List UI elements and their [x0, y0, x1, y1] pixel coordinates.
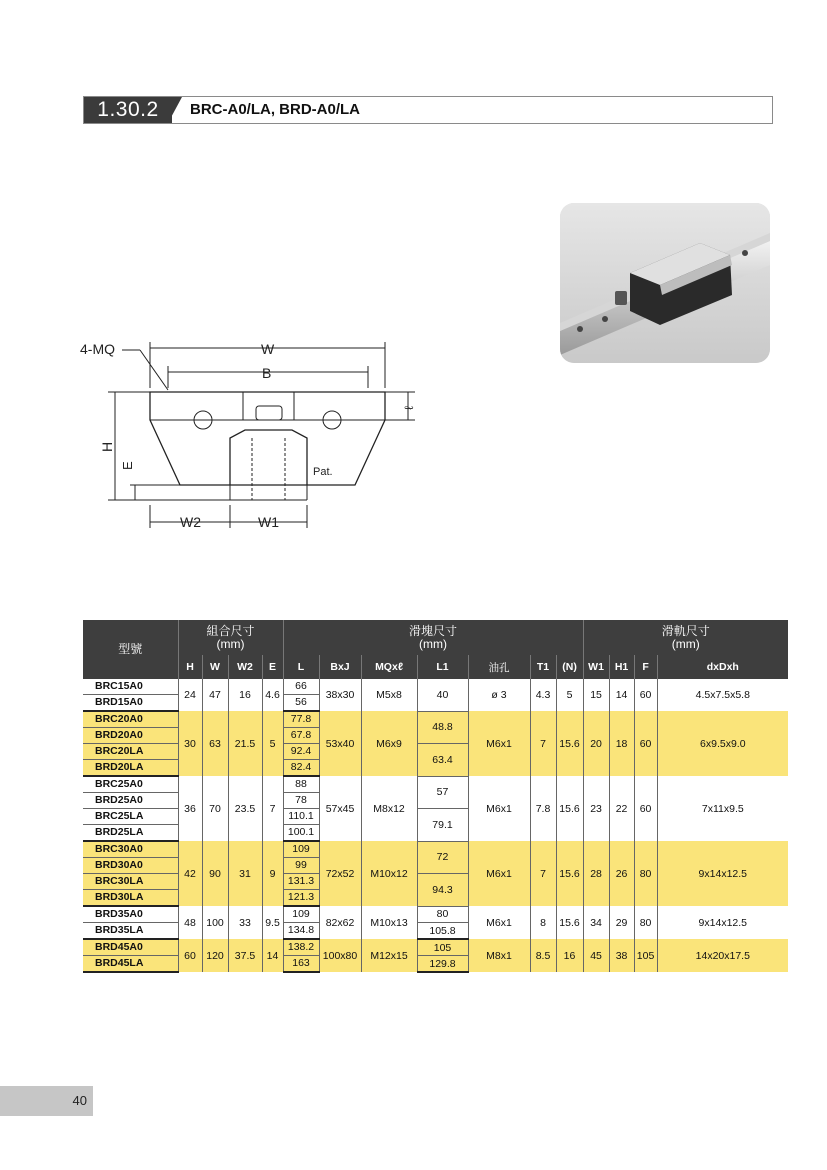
cell-l1: 94.3: [417, 874, 468, 907]
col-w2: W2: [228, 655, 262, 679]
label-4mq: 4-MQ: [80, 341, 115, 357]
cell-w1: 15: [583, 679, 609, 711]
col-h: H: [178, 655, 202, 679]
cell-l: 56: [283, 695, 319, 712]
cell-w: 47: [202, 679, 228, 711]
cell-e: 9: [262, 841, 283, 906]
cell-l1: 48.8: [417, 711, 468, 744]
cell-h1: 18: [609, 711, 634, 776]
cell-w2: 23.5: [228, 776, 262, 841]
cell-dxdxh: 14x20x17.5: [657, 939, 788, 972]
cell-w1: 23: [583, 776, 609, 841]
cell-mq: M10x13: [361, 906, 417, 939]
cell-l: 92.4: [283, 744, 319, 760]
col-dxdxh: dxDxh: [657, 655, 788, 679]
label-b: B: [262, 365, 272, 381]
cell-f: 60: [634, 679, 657, 711]
model-cell: BRD45A0: [83, 939, 178, 956]
cell-l: 77.8: [283, 711, 319, 728]
col-model: 型號: [83, 620, 178, 679]
cell-l: 66: [283, 679, 319, 695]
cell-n: 5: [556, 679, 583, 711]
cell-n: 15.6: [556, 906, 583, 939]
cell-l1: 57: [417, 776, 468, 809]
cell-e: 7: [262, 776, 283, 841]
cell-l: 131.3: [283, 874, 319, 890]
col-f: F: [634, 655, 657, 679]
cell-w1: 20: [583, 711, 609, 776]
cell-w: 100: [202, 906, 228, 939]
label-l: ℓ: [402, 406, 416, 410]
cell-w2: 33: [228, 906, 262, 939]
label-pat: Pat.: [313, 466, 333, 478]
cell-h: 42: [178, 841, 202, 906]
label-e: E: [120, 461, 135, 470]
cell-w2: 21.5: [228, 711, 262, 776]
model-cell: BRC30A0: [83, 841, 178, 858]
col-w: W: [202, 655, 228, 679]
cell-w1: 45: [583, 939, 609, 972]
cell-e: 9.5: [262, 906, 283, 939]
model-cell: BRD35LA: [83, 923, 178, 940]
cell-dxdxh: 7x11x9.5: [657, 776, 788, 841]
cell-h: 36: [178, 776, 202, 841]
cell-l: 78: [283, 793, 319, 809]
cell-mq: M12x15: [361, 939, 417, 972]
cell-l1: 129.8: [417, 956, 468, 973]
model-cell: BRD35A0: [83, 906, 178, 923]
model-cell: BRC30LA: [83, 874, 178, 890]
cell-bxj: 38x30: [319, 679, 361, 711]
cell-e: 14: [262, 939, 283, 972]
model-cell: BRC25LA: [83, 809, 178, 825]
group-assembly: 組合尺寸 (mm): [178, 620, 283, 655]
table-row: [83, 906, 788, 923]
cell-l: 138.2: [283, 939, 319, 956]
model-cell: BRC25A0: [83, 776, 178, 793]
cell-f: 60: [634, 711, 657, 776]
spec-table: [83, 620, 788, 973]
model-cell: BRC20LA: [83, 744, 178, 760]
page-number-box: [0, 1086, 93, 1116]
cell-w: 70: [202, 776, 228, 841]
cell-w: 120: [202, 939, 228, 972]
cell-dxdxh: 9x14x12.5: [657, 906, 788, 939]
cell-h: 60: [178, 939, 202, 972]
model-cell: BRC20A0: [83, 711, 178, 728]
cell-l1: 72: [417, 841, 468, 874]
page-number: 40: [72, 1093, 87, 1108]
header-row-columns: [83, 655, 788, 679]
cell-t1: 8: [530, 906, 556, 939]
cell-t1: 7: [530, 711, 556, 776]
cell-t1: 4.3: [530, 679, 556, 711]
cell-h1: 14: [609, 679, 634, 711]
table-row: [83, 711, 788, 728]
group-block: 滑塊尺寸 (mm): [283, 620, 583, 655]
cell-f: 80: [634, 906, 657, 939]
model-cell: BRD30A0: [83, 858, 178, 874]
section-header: [83, 96, 773, 124]
label-w2: W2: [180, 514, 201, 530]
cell-l1: 80: [417, 906, 468, 923]
cell-oil: M6x1: [468, 906, 530, 939]
cell-mq: M5x8: [361, 679, 417, 711]
model-cell: BRD25A0: [83, 793, 178, 809]
cell-h: 30: [178, 711, 202, 776]
cell-n: 15.6: [556, 841, 583, 906]
col-l1: L1: [417, 655, 468, 679]
cell-h: 24: [178, 679, 202, 711]
cell-l: 99: [283, 858, 319, 874]
cell-t1: 8.5: [530, 939, 556, 972]
cell-l: 88: [283, 776, 319, 793]
model-cell: BRD30LA: [83, 890, 178, 907]
cell-oil: M6x1: [468, 711, 530, 776]
col-w1: W1: [583, 655, 609, 679]
label-w1: W1: [258, 514, 279, 530]
label-h: H: [99, 441, 115, 452]
cell-mq: M6x9: [361, 711, 417, 776]
cell-l: 100.1: [283, 825, 319, 842]
section-title: BRC-A0/LA, BRD-A0/LA: [190, 101, 360, 118]
cell-l: 134.8: [283, 923, 319, 940]
col-oil: 油孔: [468, 655, 530, 679]
cell-oil: M8x1: [468, 939, 530, 972]
cell-w2: 31: [228, 841, 262, 906]
col-n: (N): [556, 655, 583, 679]
table-row: [83, 776, 788, 793]
cell-bxj: 100x80: [319, 939, 361, 972]
cell-h: 48: [178, 906, 202, 939]
cell-e: 5: [262, 711, 283, 776]
cell-mq: M8x12: [361, 776, 417, 841]
cell-bxj: 57x45: [319, 776, 361, 841]
cell-dxdxh: 6x9.5x9.0: [657, 711, 788, 776]
cell-dxdxh: 4.5x7.5x5.8: [657, 679, 788, 711]
cell-n: 15.6: [556, 711, 583, 776]
cell-l: 82.4: [283, 760, 319, 777]
cell-l: 109: [283, 841, 319, 858]
col-bxj: BxJ: [319, 655, 361, 679]
cell-w: 90: [202, 841, 228, 906]
cell-w: 63: [202, 711, 228, 776]
model-cell: BRD20A0: [83, 728, 178, 744]
cell-t1: 7.8: [530, 776, 556, 841]
cell-w2: 37.5: [228, 939, 262, 972]
cell-mq: M10x12: [361, 841, 417, 906]
label-w: W: [261, 341, 275, 357]
col-e: E: [262, 655, 283, 679]
cell-h1: 38: [609, 939, 634, 972]
cell-l1: 105.8: [417, 923, 468, 940]
col-l: L: [283, 655, 319, 679]
model-cell: BRD15A0: [83, 695, 178, 712]
cell-bxj: 72x52: [319, 841, 361, 906]
cell-l: 110.1: [283, 809, 319, 825]
cell-l: 121.3: [283, 890, 319, 907]
col-mq: MQxℓ: [361, 655, 417, 679]
section-number: 1.30.2: [84, 97, 172, 123]
table-row: [83, 679, 788, 695]
cell-n: 15.6: [556, 776, 583, 841]
cell-bxj: 82x62: [319, 906, 361, 939]
group-rail: 滑軌尺寸 (mm): [583, 620, 788, 655]
cell-n: 16: [556, 939, 583, 972]
model-cell: BRD20LA: [83, 760, 178, 777]
cell-w2: 16: [228, 679, 262, 711]
cell-h1: 22: [609, 776, 634, 841]
col-h1: H1: [609, 655, 634, 679]
cell-h1: 29: [609, 906, 634, 939]
cell-t1: 7: [530, 841, 556, 906]
cell-l1: 79.1: [417, 809, 468, 842]
cell-oil: M6x1: [468, 776, 530, 841]
cell-l: 163: [283, 956, 319, 973]
cell-l: 109: [283, 906, 319, 923]
cell-w1: 28: [583, 841, 609, 906]
col-t1: T1: [530, 655, 556, 679]
table-row: [83, 841, 788, 858]
cell-l1: 105: [417, 939, 468, 956]
cell-oil: M6x1: [468, 841, 530, 906]
cell-h1: 26: [609, 841, 634, 906]
cell-l1: 40: [417, 679, 468, 711]
header-slant: [168, 97, 182, 123]
header-row-groups: [83, 620, 788, 655]
table-row: [83, 939, 788, 956]
model-cell: BRD45LA: [83, 956, 178, 973]
model-cell: BRD25LA: [83, 825, 178, 842]
product-photo: [560, 203, 770, 363]
cell-l: 67.8: [283, 728, 319, 744]
cell-oil: ø 3: [468, 679, 530, 711]
cell-bxj: 53x40: [319, 711, 361, 776]
cell-l1: 63.4: [417, 744, 468, 777]
cell-f: 105: [634, 939, 657, 972]
cell-dxdxh: 9x14x12.5: [657, 841, 788, 906]
dimension-drawing: [80, 330, 430, 540]
cell-f: 60: [634, 776, 657, 841]
cell-w1: 34: [583, 906, 609, 939]
cell-e: 4.6: [262, 679, 283, 711]
model-cell: BRC15A0: [83, 679, 178, 695]
cell-f: 80: [634, 841, 657, 906]
